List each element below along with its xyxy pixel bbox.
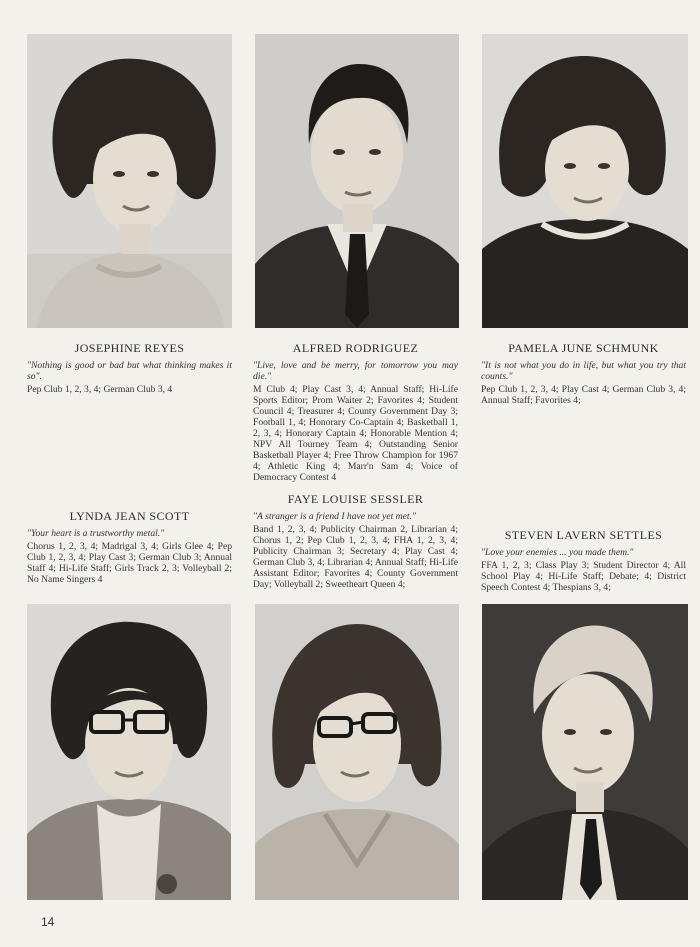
portrait-photo-lynda-jean-scott bbox=[27, 604, 231, 900]
portrait-photo-faye-louise-sessler bbox=[255, 604, 459, 900]
student-name: PAMELA JUNE SCHMUNK bbox=[508, 341, 659, 355]
student-quote: "Nothing is good or bad but what thinking makes it so". bbox=[27, 360, 232, 382]
student-activities: Pep Club 1, 2, 3, 4; Play Cast 4; German Club 3, 4; Annual Staff; Favorites 4; bbox=[481, 384, 686, 406]
portrait-image bbox=[27, 34, 232, 328]
student-name: STEVEN LAVERN SETTLES bbox=[504, 528, 663, 542]
student-quote: "Love your enemies ... you made them." bbox=[481, 547, 634, 558]
student-entry bbox=[253, 492, 458, 590]
student-quote: "A stranger is a friend I have not yet met." bbox=[253, 511, 416, 522]
portrait-image bbox=[27, 604, 231, 900]
student-name: ALFRED RODRIGUEZ bbox=[292, 341, 419, 355]
student-entry bbox=[481, 528, 686, 593]
student-quote: "Your heart is a trustworthy metal." bbox=[27, 528, 165, 539]
student-entry bbox=[481, 341, 686, 406]
portrait-photo-steven-lavern-settles bbox=[482, 604, 688, 900]
student-entry bbox=[27, 341, 232, 395]
student-quote: "It is not what you do in life, but what you try that counts." bbox=[481, 360, 686, 382]
portrait-image bbox=[255, 604, 459, 900]
portrait-photo-pamela-june-schmunk bbox=[482, 34, 688, 328]
student-activities: Band 1, 2, 3, 4; Publicity Chairman 2, Librarian 4; Chorus 1, 2; Pep Club 1, 2, 3, 4; FHA 1, 2, 3, 4; Publicity Chairman 3; Secretary 4; Play Cast 4; German Club 3, 4; Librarian 4; Annual Staff; Hi-Life Assistant Editor; Favorites 4; County Government Day; Volleyball 2; Sweetheart Queen 4; bbox=[253, 524, 458, 590]
student-name: JOSEPHINE REYES bbox=[74, 341, 185, 355]
portrait-image bbox=[482, 604, 688, 900]
portrait-image bbox=[255, 34, 459, 328]
student-activities: Pep Club 1, 2, 3, 4; German Club 3, 4 bbox=[27, 384, 173, 395]
student-entry bbox=[253, 341, 458, 483]
portrait-image bbox=[482, 34, 688, 328]
student-activities: M Club 4; Play Cast 3, 4; Annual Staff; Hi-Life Sports Editor; Prom Waiter 2; Favorites 4; Student Council 4; Treasurer 4; County Government Day 3; Football 1, 4; Honorary Co-Captain 4; Basketball 1, 2, 3, 4; Honorary Captain 4; Honorable Mention 4; NPV All Tourney Team 4; Outstanding Senior Basketball Player 4; Free Throw Champion for 1967 4; Athletic King 4; Marr'n Sam 4; Voice of Democracy Contest 4 bbox=[253, 384, 458, 483]
student-activities: Chorus 1, 2, 3, 4; Madrigal 3, 4; Girls Glee 4; Pep Club 1, 2, 3, 4; Play Cast 3; German Club 3; Annual Staff 4; Hi-Life Staff; Girls Track 2, 3; Volleyball 2; No Name Singers 4 bbox=[27, 541, 232, 585]
student-quote: "Live, love and be merry, for tomorrow you may die." bbox=[253, 360, 458, 382]
student-activities: FFA 1, 2, 3; Class Play 3; Student Director 4; All School Play 4; Hi-Life Staff; Debate; 4; District Speech Contest 4; Thespians 3, 4; bbox=[481, 560, 686, 593]
portrait-photo-josephine-reyes bbox=[27, 34, 232, 328]
student-name: LYNDA JEAN SCOTT bbox=[69, 509, 190, 523]
student-name: FAYE LOUISE SESSLER bbox=[287, 492, 424, 506]
student-entry bbox=[27, 509, 232, 585]
portrait-photo-alfred-rodriguez bbox=[255, 34, 459, 328]
page-number: 14 bbox=[41, 915, 55, 929]
